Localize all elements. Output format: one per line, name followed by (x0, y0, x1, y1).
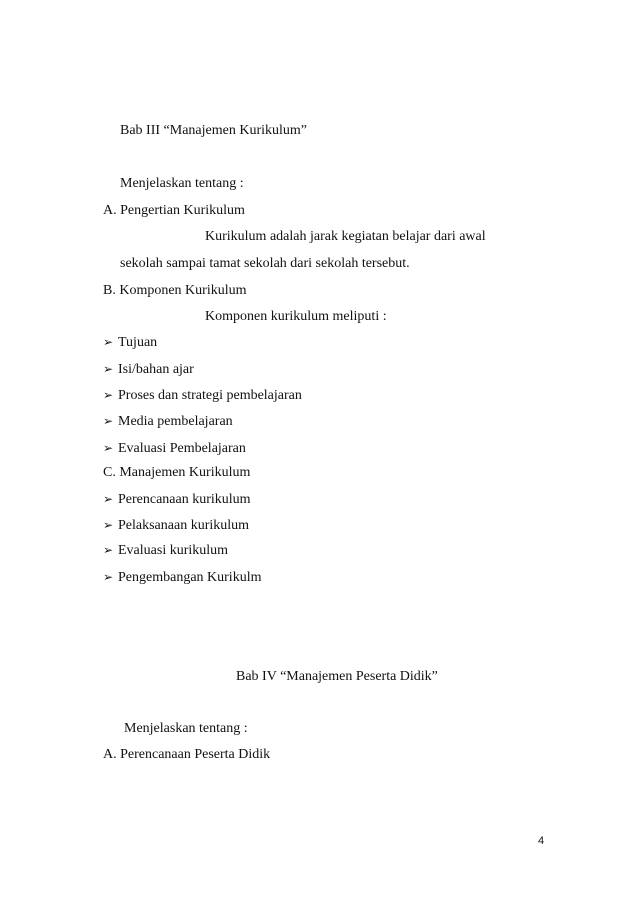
chapter-4-heading: Bab IV “Manajemen Peserta Didik” (236, 669, 438, 684)
page-number: 4 (538, 835, 545, 847)
section-c-heading: C. Manajemen Kurikulum (103, 465, 251, 480)
arrowhead-bullet-icon: ➢ (103, 492, 114, 506)
arrowhead-bullet-icon: ➢ (103, 362, 114, 376)
list-item: ➢ Proses dan strategi pembelajaran (103, 388, 302, 403)
section-b-heading: B. Komponen Kurikulum (103, 283, 247, 298)
arrowhead-bullet-icon: ➢ (103, 335, 114, 349)
arrowhead-bullet-icon: ➢ (103, 518, 114, 532)
list-item: ➢ Evaluasi Pembelajaran (103, 441, 246, 456)
list-item: ➢ Isi/bahan ajar (103, 362, 194, 377)
chapter-4-intro: Menjelaskan tentang : (124, 721, 248, 736)
chapter-3-intro: Menjelaskan tentang : (120, 176, 244, 191)
arrowhead-bullet-icon: ➢ (103, 414, 114, 428)
section-a-heading: A. Pengertian Kurikulum (103, 203, 245, 218)
list-item: ➢ Perencanaan kurikulum (103, 492, 251, 507)
chapter-4-section-a: A. Perencanaan Peserta Didik (103, 747, 271, 762)
list-item: ➢ Pengembangan Kurikulm (103, 570, 262, 585)
arrowhead-bullet-icon: ➢ (103, 441, 114, 455)
arrowhead-bullet-icon: ➢ (103, 570, 114, 584)
chapter-3-heading: Bab III “Manajemen Kurikulum” (120, 123, 307, 138)
definition-line-2: sekolah sampai tamat sekolah dari sekolah tersebut. (120, 256, 410, 271)
list-item: ➢ Pelaksanaan kurikulum (103, 518, 250, 533)
arrowhead-bullet-icon: ➢ (103, 543, 114, 557)
list-item: ➢ Evaluasi kurikulum (103, 543, 229, 558)
list-item: ➢ Tujuan (103, 335, 158, 350)
definition-line-1: Kurikulum adalah jarak kegiatan belajar dari awal (205, 229, 486, 244)
components-intro: Komponen kurikulum meliputi : (205, 309, 387, 324)
arrowhead-bullet-icon: ➢ (103, 388, 114, 402)
list-item: ➢ Media pembelajaran (103, 414, 233, 429)
